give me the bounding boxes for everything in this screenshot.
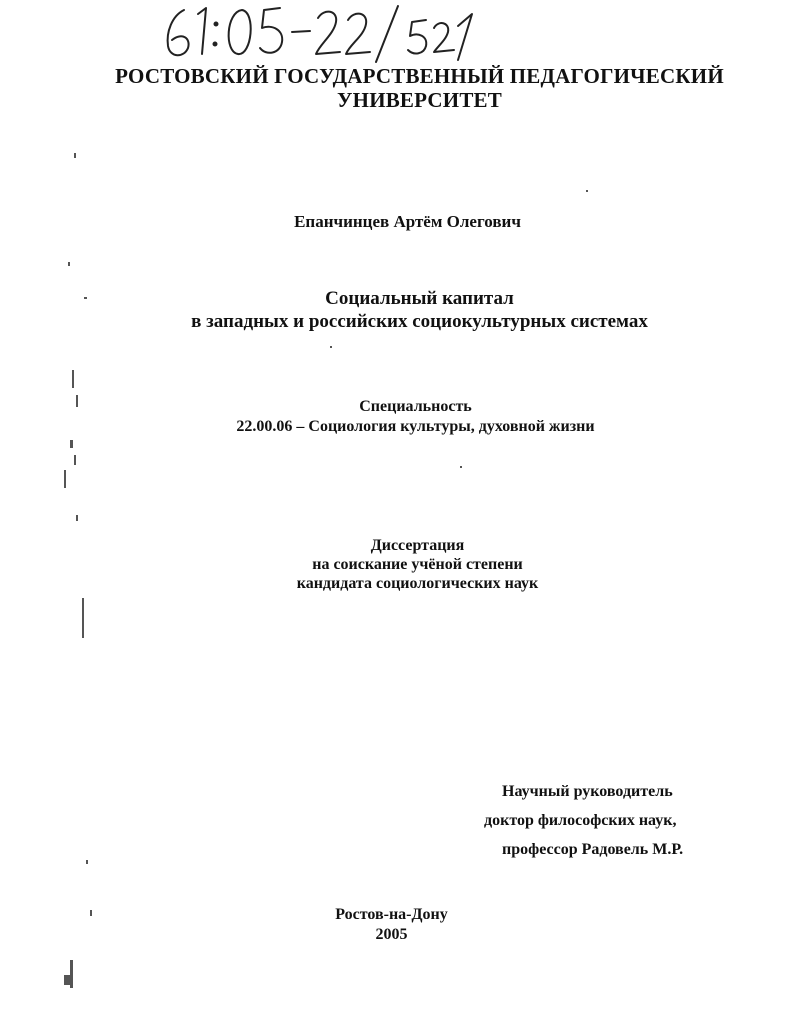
degree-line-1: Диссертация [370, 537, 465, 554]
degree-line-2: на соискание учёной степени [312, 556, 523, 573]
title-line-1: Социальный капитал [325, 288, 514, 309]
place-and-year [0, 905, 791, 945]
speciality-label: Специальность [359, 398, 472, 415]
supervisor-line-3: профессор Радовель М.Р. [502, 841, 684, 858]
university-line-2: УНИВЕРСИТЕТ [337, 88, 502, 112]
speciality [16, 397, 799, 437]
author-name: Епанчинцев Артём Олегович [294, 212, 521, 231]
university-name [20, 64, 799, 112]
degree-statement [18, 536, 799, 593]
supervisor-line-1: Научный руководитель [502, 783, 673, 800]
dissertation-title [20, 287, 799, 333]
scientific-supervisor [480, 780, 740, 867]
speciality-value: 22.00.06 – Социология культуры, духовной жизни [236, 418, 595, 435]
place: Ростов-на-Дону [335, 906, 448, 923]
supervisor-line-2: доктор философских наук, [484, 812, 677, 829]
title-line-2: в западных и российских социокультурных системах [191, 311, 648, 332]
university-line-1: РОСТОВСКИЙ ГОСУДАРСТВЕННЫЙ ПЕДАГОГИЧЕСКИЙ [115, 64, 724, 88]
handwritten-archive-number [162, 2, 502, 64]
year: 2005 [375, 926, 408, 943]
degree-line-3: кандидата социологических наук [296, 575, 539, 592]
